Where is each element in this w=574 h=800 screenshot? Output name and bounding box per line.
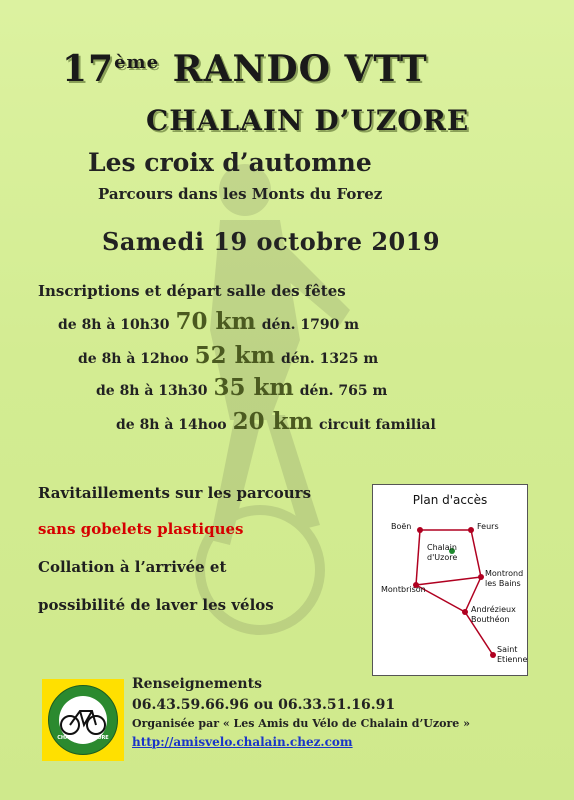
route-row: de 8h à 14hoo 20 km circuit familial — [116, 408, 436, 435]
map-town-feurs: Feurs — [477, 522, 499, 531]
map-town-chalain: Chalain d'Uzore — [427, 543, 458, 562]
map-town-saint-etienne: Saint Etienne — [497, 645, 528, 664]
ravitaillement-text: Ravitaillements sur les parcours — [38, 484, 312, 502]
route-row: de 8h à 13h30 35 km dén. 765 m — [96, 374, 388, 401]
map-town-boen: Boën — [391, 522, 412, 531]
route-distance: 70 km — [175, 308, 256, 335]
location-title: CHALAIN D’UZORE — [146, 104, 470, 137]
contact-phones: 06.43.59.66.96 ou 06.33.51.16.91 — [132, 697, 396, 713]
route-row: de 8h à 10h30 70 km dén. 1790 m — [58, 308, 360, 335]
route-row: de 8h à 12hoo 52 km dén. 1325 m — [78, 342, 379, 369]
event-name: Les croix d’automne — [88, 148, 372, 177]
velos-text: possibilité de laver les vélos — [38, 596, 274, 614]
map-town-montrond: Montrond les Bains — [485, 569, 524, 588]
bicycle-icon — [58, 699, 108, 739]
logo-text: CHALAIN D'UZORE — [57, 735, 109, 741]
collation-text: Collation à l’arrivée et — [38, 558, 227, 576]
event-title: 17ème RANDO VTT — [62, 48, 428, 90]
event-date: Samedi 19 octobre 2019 — [102, 227, 441, 256]
inscriptions-text: Inscriptions et départ salle des fêtes — [38, 282, 346, 300]
route-distance: 35 km — [213, 374, 294, 401]
map-town-andrezieux: Andrézieux Bouthéon — [471, 605, 516, 624]
subtitle: Parcours dans les Monts du Forez — [98, 185, 383, 203]
access-map — [372, 484, 528, 676]
contact-heading: Renseignements — [132, 676, 262, 692]
route-distance: 52 km — [194, 342, 275, 369]
website-link[interactable]: http://amisvelo.chalain.chez.com — [132, 735, 353, 749]
map-title: Plan d'accès — [412, 493, 488, 507]
club-logo — [42, 679, 124, 761]
organiser-text: Organisée par « Les Amis du Vélo de Chalain d’Uzore » — [132, 717, 470, 730]
route-distance: 20 km — [232, 408, 313, 435]
gobelets-text: sans gobelets plastiques — [38, 520, 244, 538]
map-town-montbrison: Montbrison — [381, 585, 426, 594]
